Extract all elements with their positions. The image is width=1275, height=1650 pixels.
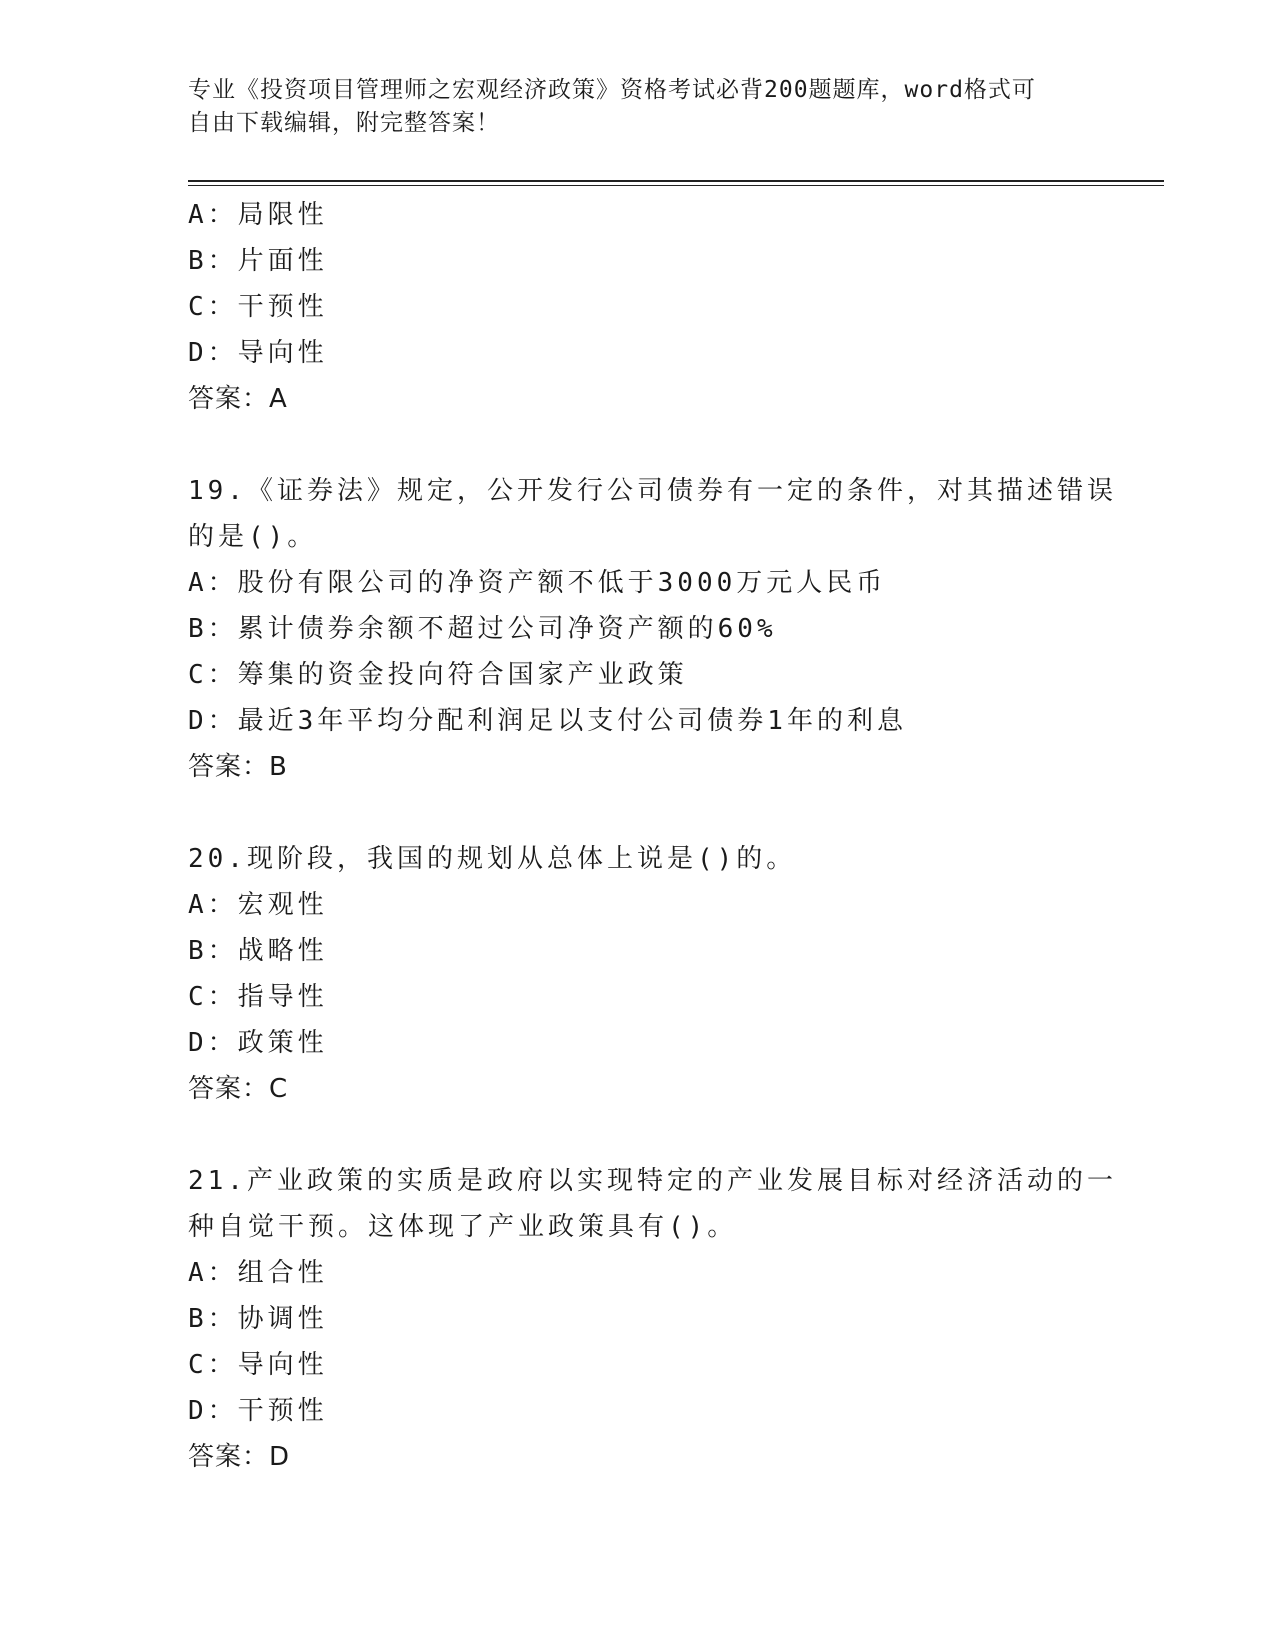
answer: 答案：A xyxy=(188,384,288,414)
option-b: B：协调性 xyxy=(188,1304,328,1334)
option-a: A：组合性 xyxy=(188,1258,328,1288)
question-stem: 19.《证券法》规定，公开发行公司债券有一定的条件，对其描述错误 xyxy=(188,476,1117,506)
question-list xyxy=(188,192,1117,1480)
option-b: B：战略性 xyxy=(188,936,328,966)
option-b: B：片面性 xyxy=(188,246,328,276)
spacer xyxy=(188,790,1088,836)
question-18 xyxy=(188,192,1088,422)
question-stem-cont: 的是()。 xyxy=(188,522,318,552)
option-a: A：股份有限公司的净资产额不低于3000万元人民币 xyxy=(188,568,887,598)
header-rule-thin xyxy=(188,185,1164,186)
header-line-1: 专业《投资项目管理师之宏观经济政策》资格考试必背200题题库，word格式可 xyxy=(188,77,1036,103)
header-rule-thick xyxy=(188,180,1164,182)
option-d: D：政策性 xyxy=(188,1028,328,1058)
spacer xyxy=(188,1112,1088,1158)
option-d: D：干预性 xyxy=(188,1396,328,1426)
question-19 xyxy=(188,468,1117,790)
option-d: D：导向性 xyxy=(188,338,328,368)
option-d: D：最近3年平均分配利润足以支付公司债券1年的利息 xyxy=(188,706,907,736)
question-stem: 20.现阶段，我国的规划从总体上说是()的。 xyxy=(188,844,797,874)
answer: 答案：B xyxy=(188,752,288,782)
option-c: C：导向性 xyxy=(188,1350,328,1380)
option-b: B：累计债券余额不超过公司净资产额的60% xyxy=(188,614,777,644)
option-a: A：宏观性 xyxy=(188,890,328,920)
option-c: C：筹集的资金投向符合国家产业政策 xyxy=(188,660,688,690)
question-stem-cont: 种自觉干预。这体现了产业政策具有()。 xyxy=(188,1212,738,1242)
header-line-2: 自由下载编辑，附完整答案！ xyxy=(188,110,500,136)
document-header xyxy=(188,74,1088,140)
answer: 答案：C xyxy=(188,1074,289,1104)
question-21 xyxy=(188,1158,1117,1480)
option-c: C：指导性 xyxy=(188,982,328,1012)
option-c: C：干预性 xyxy=(188,292,328,322)
answer: 答案：D xyxy=(188,1442,291,1472)
question-20 xyxy=(188,836,1088,1112)
question-stem: 21.产业政策的实质是政府以实现特定的产业发展目标对经济活动的一 xyxy=(188,1166,1117,1196)
option-a: A：局限性 xyxy=(188,200,328,230)
spacer xyxy=(188,422,1088,468)
